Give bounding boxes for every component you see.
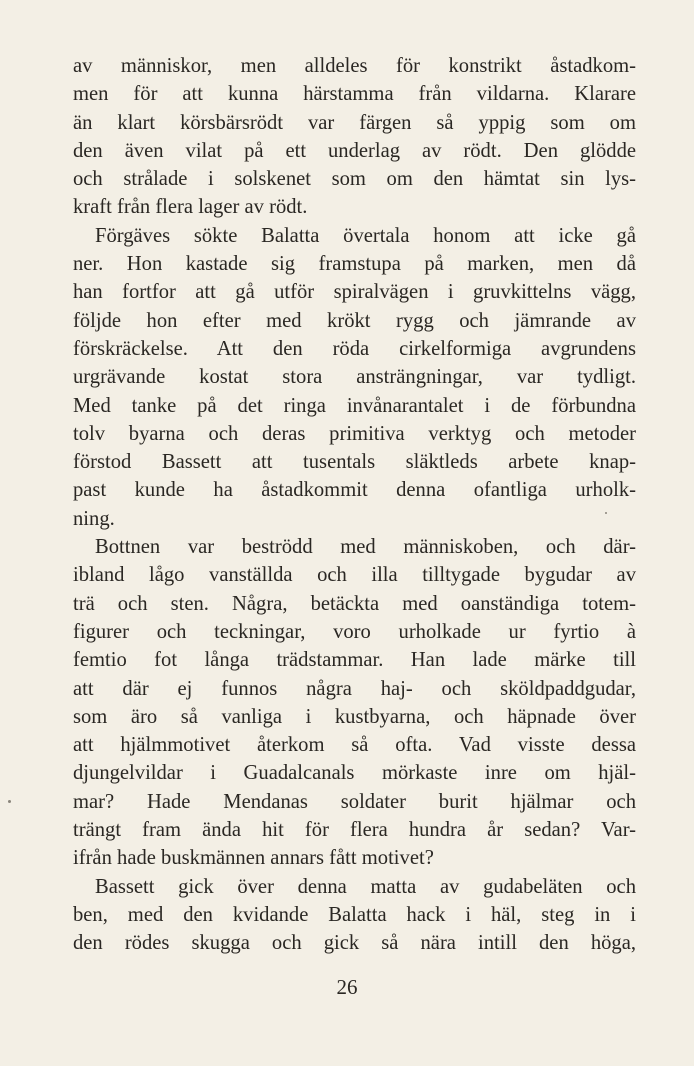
- text-line: Bottnen var beströdd med människoben, och där-: [95, 536, 636, 559]
- body-text: [73, 52, 636, 958]
- text-line: att där ej funnos några haj- och sköldpaddgudar,: [73, 677, 636, 700]
- text-line: Med tanke på det ringa invånarantalet i de förbundna: [73, 394, 636, 417]
- text-line: som äro så vanliga i kustbyarna, och häpnade över: [73, 705, 636, 728]
- text-line: femtio fot långa trädstammar. Han lade märke till: [73, 649, 636, 672]
- paragraph: [73, 52, 636, 222]
- print-speck: [605, 512, 607, 514]
- print-speck: [8, 800, 11, 803]
- text-line: ben, med den kvidande Balatta hack i häl, steg in i: [73, 903, 636, 926]
- text-line: mar? Hade Mendanas soldater burit hjälmar och: [73, 790, 636, 813]
- text-line: figurer och teckningar, voro urholkade ur fyrtio à: [73, 620, 636, 643]
- text-line: den rödes skugga och gick så nära intill den höga,: [73, 932, 636, 955]
- text-line: past kunde ha åstadkommit denna ofantliga urholk-: [73, 479, 636, 502]
- paragraph: [73, 873, 636, 958]
- text-line: ifrån hade buskmännen annars fått motivet?: [73, 847, 434, 870]
- text-line: trängt fram ända hit för flera hundra år sedan? Var-: [73, 819, 636, 842]
- text-line: trä och sten. Några, betäckta med oanständiga totem-: [73, 592, 636, 615]
- text-line: Bassett gick över denna matta av gudabeläten och: [95, 875, 636, 898]
- paragraph: [73, 533, 636, 873]
- text-line: tolv byarna och deras primitiva verktyg och metoder: [73, 422, 636, 445]
- paragraph: [73, 222, 636, 533]
- text-line: att hjälmmotivet återkom så ofta. Vad visste dessa: [73, 734, 636, 757]
- page-number: 26: [336, 975, 358, 999]
- text-line: ibland lågo vanställda och illa tilltygade bygudar av: [73, 564, 636, 587]
- text-line: han fortfor att gå utför spiralvägen i gruvkittelns vägg,: [73, 281, 636, 304]
- text-line: urgrävande kostat stora ansträngningar, var tydligt.: [73, 366, 636, 389]
- text-line: förstod Bassett att tusentals släktleds arbete knap-: [73, 451, 636, 474]
- text-line: följde hon efter med krökt rygg och jämrande av: [73, 309, 636, 332]
- text-line: djungelvildar i Guadalcanals mörkaste inre om hjäl-: [73, 762, 636, 785]
- text-line: ning.: [73, 507, 115, 530]
- text-line: den även vilat på ett underlag av rödt. Den glödde: [73, 139, 636, 162]
- text-line: ner. Hon kastade sig framstupa på marken, men då: [73, 253, 636, 276]
- text-line: än klart körsbärsrödt var färgen så yppig som om: [73, 111, 636, 134]
- text-line: förskräckelse. Att den röda cirkelformiga avgrundens: [73, 337, 636, 360]
- text-line: kraft från flera lager av rödt.: [73, 196, 308, 219]
- text-line: Förgäves sökte Balatta övertala honom att icke gå: [95, 224, 636, 247]
- text-line: och strålade i solskenet som om den hämtat sin lys-: [73, 168, 636, 191]
- text-line: men för att kunna härstamma från vildarna. Klarare: [73, 83, 636, 106]
- text-line: av människor, men alldeles för konstrikt åstadkom-: [73, 55, 636, 77]
